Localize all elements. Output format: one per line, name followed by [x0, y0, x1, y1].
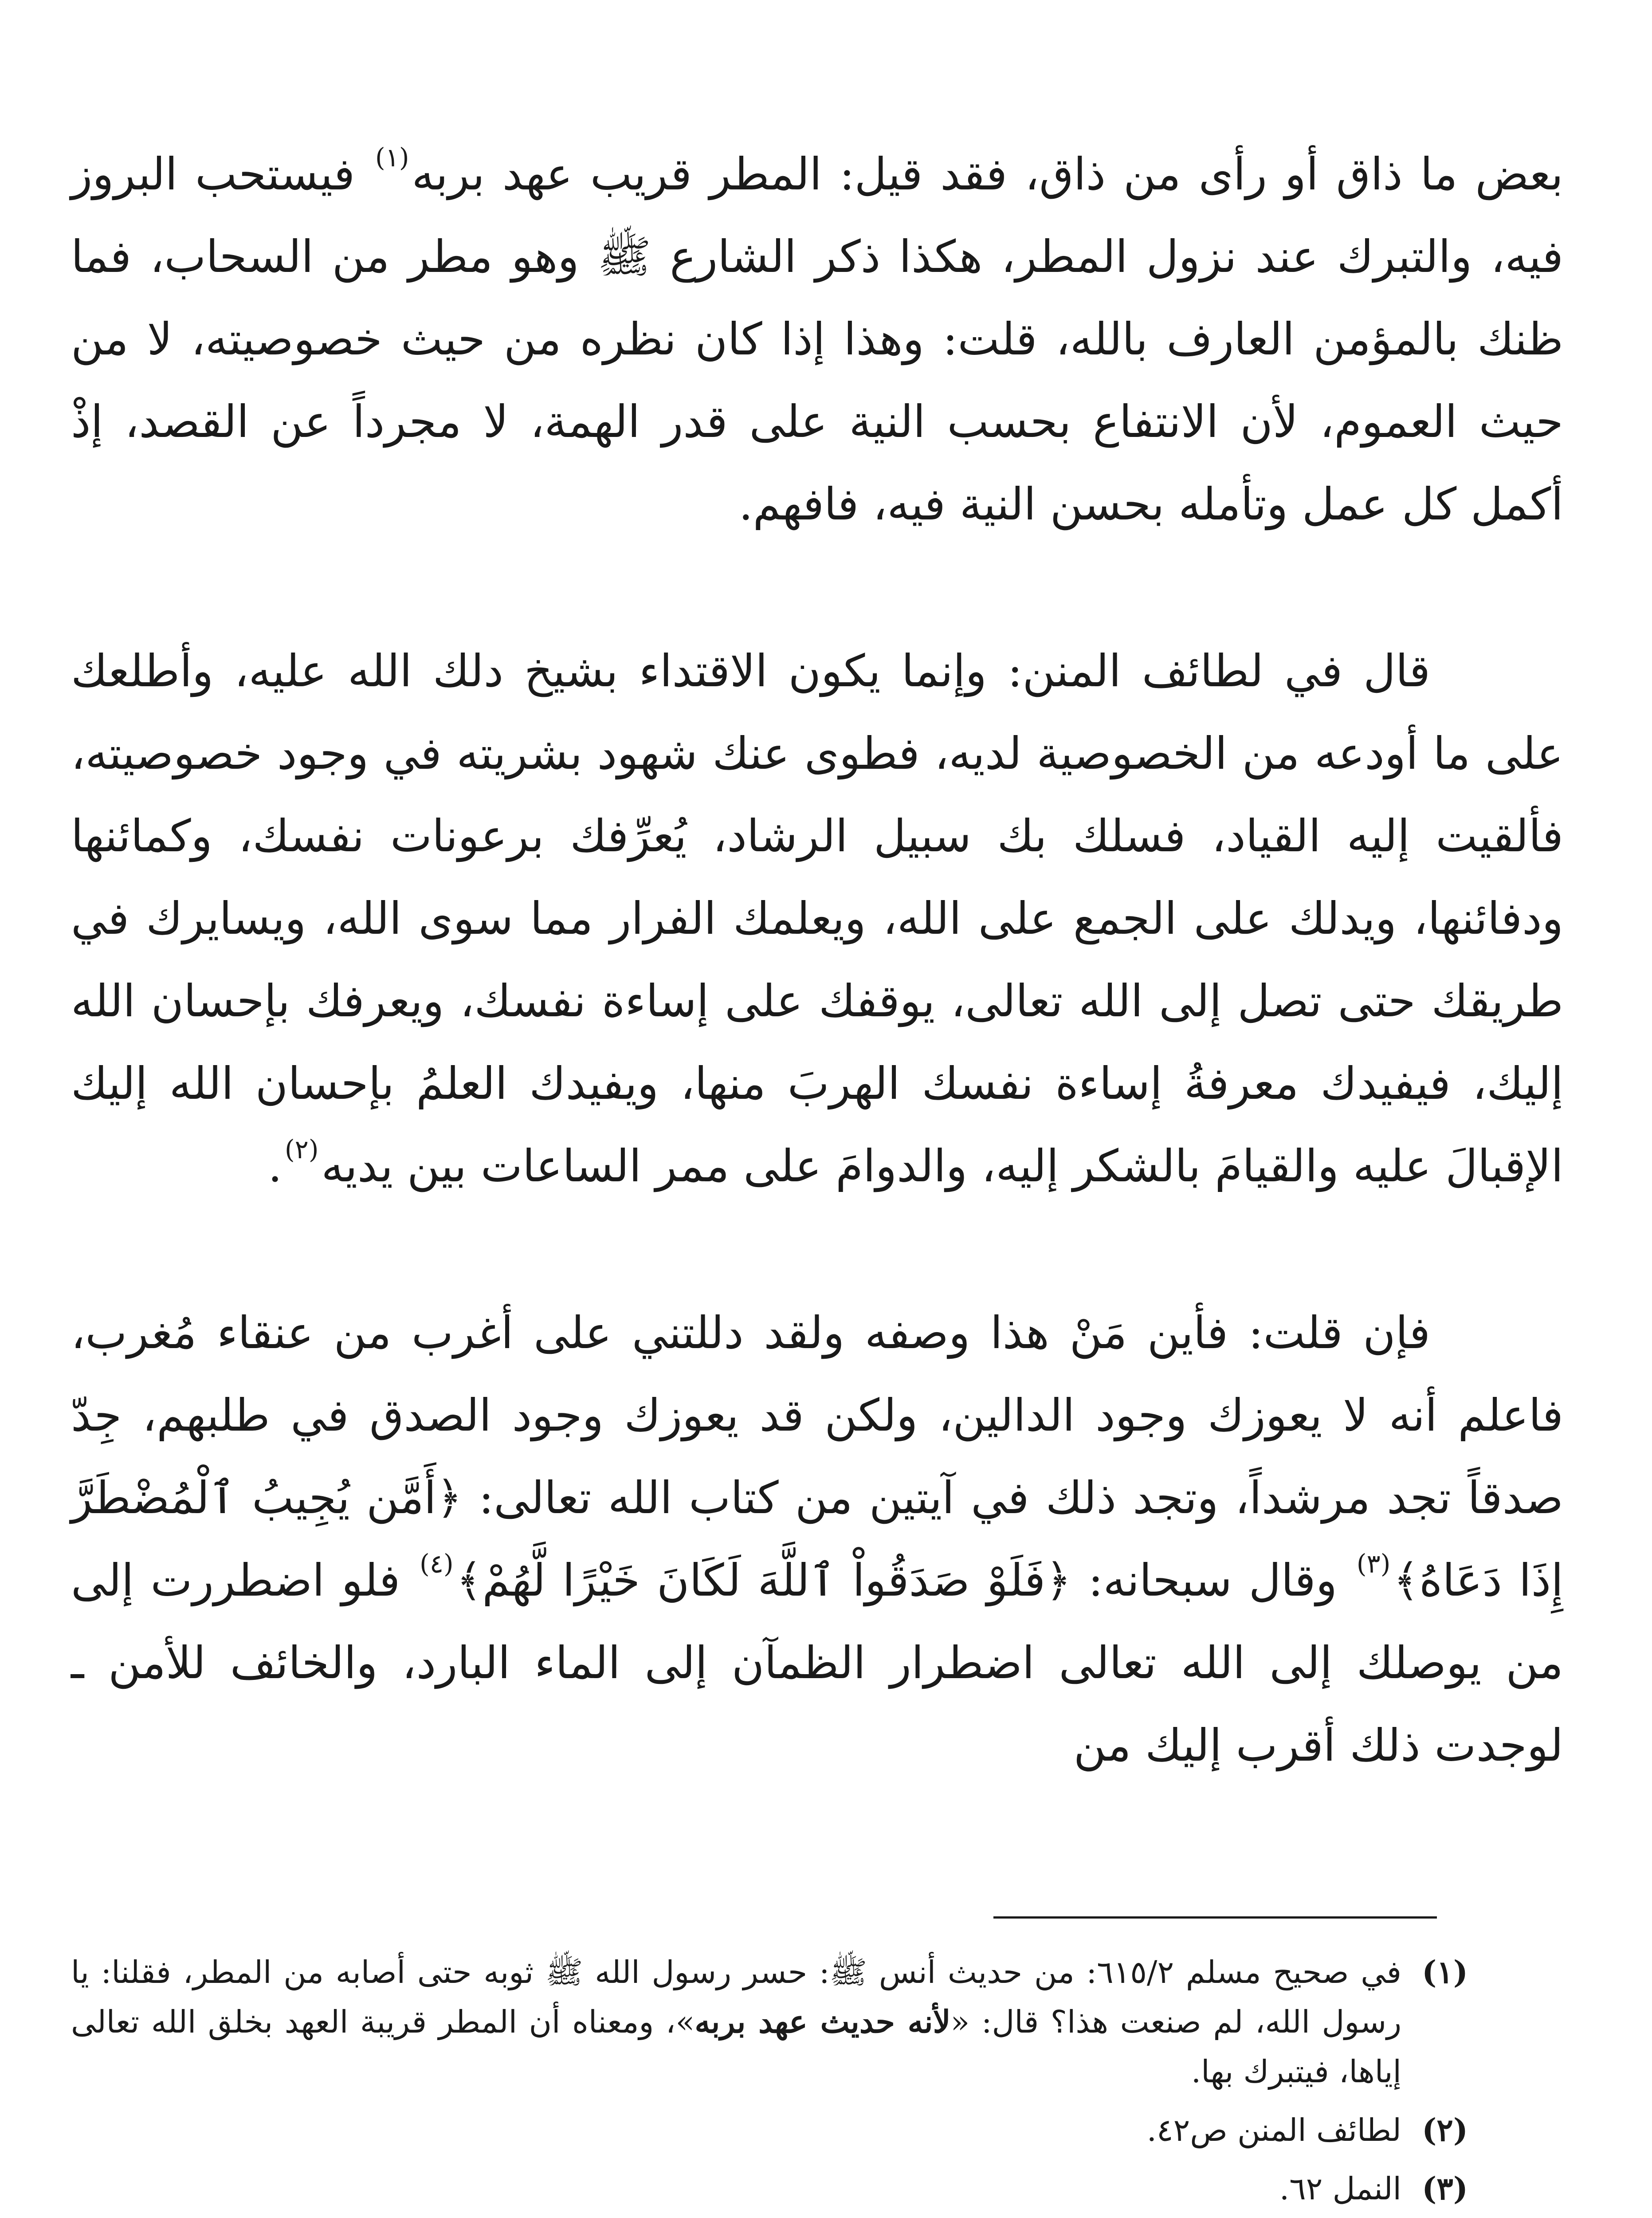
footnote-1-hadith-bold: لأنه حديث عهد بربه	[695, 2003, 951, 2040]
paragraph-1-text-cont: فيستحب البروز فيه، والتبرك عند نزول المطر، هكذا ذكر الشارع ﷺ وهو مطر من السحاب، فما ظنك بالمؤمن العارف بالله، قلت: وهذا إذا كان نظره من حيث خصوصيته، لا من حيث العموم، لأن الانتفاع بحسب النية على قدر الهمة، لا مجرداً عن القصد، إذْ أكمل كل عمل وتأمله بحسن النية فيه، فافهم.	[71, 148, 1563, 530]
footnote-3-number: (٣)	[1422, 2170, 1468, 2207]
footnote-1-text-part-end: »، ومعناه أن المطر قريبة العهد بخلق الله تعالى إياها، فيتبرك بها.	[71, 2004, 1401, 2090]
footnote-separator	[993, 1916, 1437, 1919]
footnote-2	[71, 2105, 1468, 2155]
footnote-ref-3: (٣)	[1356, 1549, 1391, 1579]
paragraph-3-text-cont: وقال سبحانه: ﴿فَلَوْ صَدَقُواْ ٱللَّهَ لَكَانَ خَيْرًا لَّهُمْ﴾	[456, 1554, 1354, 1606]
footnote-1	[71, 1947, 1468, 2096]
main-text	[71, 133, 1563, 1787]
paragraph-1-text: بعض ما ذاق أو رأى من ذاق، فقد قيل: المطر قريب عهد بربه	[412, 148, 1564, 200]
footnote-ref-2: (٢)	[285, 1134, 319, 1164]
paragraph-3	[71, 1292, 1563, 1787]
paragraph-2-text: قال في لطائف المنن: وإنما يكون الاقتداء بشيخ دلك الله عليه، وأطلعك على ما أودعه من الخصوصية لديه، فطوى عنك شهود بشريته في وجود خصوصيته، فألقيت إليه القياد، فسلك بك سبيل الرشاد، يُعرِّفك برعونات نفسك، وكمائنها ودفائنها، ويدلك على الجمع على الله، ويعلمك الفرار مما سوى الله، ويسايرك في طريقك حتى تصل إلى الله تعالى، يوقفك على إساءة نفسك، ويعرفك بإحسان الله إليك، فيفيدك معرفةُ إساءة نفسك الهربَ منها، ويفيدك العلمُ بإحسان الله إليك الإقبالَ عليه والقيامَ بالشكر إليه، والدوامَ على ممر الساعات بين يديه	[71, 645, 1563, 1192]
paragraph-2-end: .	[268, 1140, 283, 1192]
paragraph-1	[71, 133, 1563, 546]
footnote-1-number: (١)	[1422, 1954, 1468, 1990]
footnote-1-text-part: في صحيح مسلم ٦١٥/٢: من حديث أنس ﷺ: حسر رسول الله ﷺ ثوبه حتى أصابه من المطر، فقلنا: يا رسول الله، لم صنعت هذا؟ قال: «	[71, 1954, 1402, 2040]
footnote-3-text: النمل ٦٢.	[1279, 2171, 1401, 2207]
paragraph-3-text-end: فلو اضطررت إلى من يوصلك إلى الله تعالى اضطرار الظمآن إلى الماء البارد، والخائف للأمن ـ لوجدت ذلك أقرب إليك من	[71, 1554, 1563, 1771]
footnote-ref-4: (٤)	[420, 1549, 454, 1579]
footnote-1-text	[71, 1947, 1401, 2096]
footnote-2-number: (٢)	[1422, 2112, 1468, 2148]
paragraph-3-text: فإن قلت: فأين مَنْ هذا وصفه ولقد دللتني على أغرب من عنقاء مُغرب، فاعلم أنه لا يعوزك وجود الدالين، ولكن قد يعوزك وجود الصدق في طلبهم، جِدّ صدقاً تجد مرشداً، وتجد ذلك في آيتين من كتاب الله تعالى: ﴿أَمَّن يُجِيبُ ٱلْمُضْطَرَّ إِذَا دَعَاهُ﴾	[71, 1307, 1563, 1606]
paragraph-2	[71, 630, 1563, 1207]
footnote-3	[71, 2164, 1468, 2214]
footnotes	[71, 1947, 1468, 2218]
footnote-ref-1: (١)	[375, 142, 409, 173]
footnote-2-text: لطائف المنن ص٤٢.	[1146, 2112, 1401, 2148]
